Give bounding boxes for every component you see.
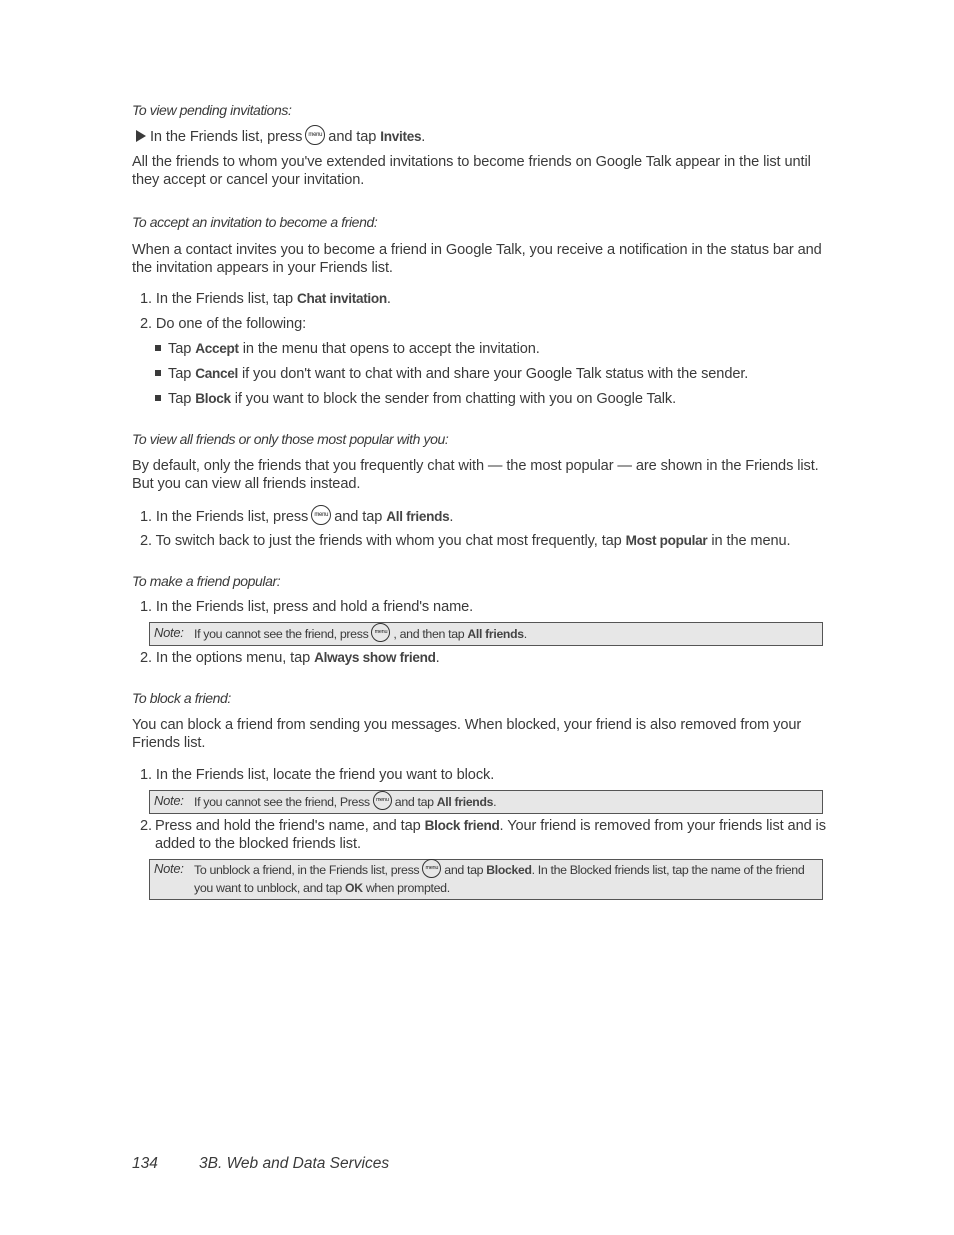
- step-tap-most-popular: 2. To switch back to just the friends with whom you chat most frequently, tap Most popular in the menu.: [140, 533, 791, 549]
- section-title: 3B. Web and Data Services: [199, 1155, 390, 1172]
- menu-key-icon: menu: [373, 791, 392, 810]
- note-label: Note:: [154, 861, 184, 876]
- step-tap-all-friends: 1. In the Friends list, press menu and tap All friends.: [140, 507, 453, 527]
- view-all-friends-description: By default, only the friends that you frequently chat with — the most popular — are shown in the Friends list. But you can view all friends instead.: [132, 458, 819, 492]
- bullet-square-icon: [155, 370, 161, 376]
- heading-view-all-friends: To view all friends or only those most popular with you:: [132, 431, 449, 447]
- step-press-hold-friend: 1. In the Friends list, press and hold a friend's name.: [140, 599, 474, 615]
- heading-view-pending-invitations: To view pending invitations:: [132, 102, 292, 118]
- page-number: 134: [132, 1155, 158, 1172]
- menu-key-icon: menu: [371, 623, 390, 642]
- bullet-cancel: Tap Cancel if you don't want to chat with and share your Google Talk status with the sender.: [155, 365, 748, 383]
- menu-key-icon: menu: [305, 125, 325, 145]
- menu-key-icon: menu: [422, 859, 441, 878]
- note-text: If you cannot see the friend, press menu , and then tap All friends.: [194, 625, 816, 644]
- heading-make-friend-popular: To make a friend popular:: [132, 573, 281, 589]
- note-label: Note:: [154, 793, 184, 808]
- bullet-accept: Tap Accept in the menu that opens to accept the invitation.: [155, 340, 540, 358]
- step-locate-friend: 1. In the Friends list, locate the friend you want to block.: [140, 767, 495, 783]
- note-text: To unblock a friend, in the Friends list, press menu and tap Blocked. In the Blocked friends list, tap the name of the friend you want to unblock, and tap OK when prompted.: [194, 861, 816, 897]
- step-do-one-of-following: 2. Do one of the following:: [140, 316, 307, 332]
- invites-label: Invites: [380, 128, 422, 144]
- step-tap-always-show-friend: 2. In the options menu, tap Always show friend.: [140, 650, 440, 666]
- step-block-friend-number: 2.: [140, 818, 152, 834]
- menu-key-icon: menu: [311, 505, 331, 525]
- note-box-block: [149, 790, 823, 814]
- pending-invitations-description: All the friends to whom you've extended invitations to become friends on Google Talk appear in the list until they accept or cancel your invitation.: [132, 154, 811, 188]
- heading-block-friend: To block a friend:: [132, 690, 231, 706]
- note-box-popular: [149, 622, 823, 646]
- block-friend-description: You can block a friend from sending you messages. When blocked, your friend is also removed from your Friends list.: [132, 717, 802, 751]
- note-text: If you cannot see the friend, Press menu and tap All friends.: [194, 793, 816, 812]
- note-box-unblock: [149, 859, 823, 900]
- step-tap-chat-invitation: 1. In the Friends list, tap Chat invitation.: [140, 291, 391, 307]
- accept-invitation-description: When a contact invites you to become a friend in Google Talk, you receive a notification in the status bar and the invitation appears in your Friends list.: [132, 242, 822, 276]
- bullet-square-icon: [155, 345, 161, 351]
- step-arrow-icon: [136, 130, 146, 142]
- note-label: Note:: [154, 625, 184, 640]
- step-view-invites: In the Friends list, press menu and tap Invites.: [136, 127, 425, 147]
- heading-accept-invitation: To accept an invitation to become a friend:: [132, 214, 378, 230]
- bullet-block: Tap Block if you want to block the sender from chatting with you on Google Talk.: [155, 390, 676, 408]
- bullet-square-icon: [155, 395, 161, 401]
- step-tap-block-friend: Press and hold the friend's name, and tap Block friend. Your friend is removed from your friends list and is added to the blocked friends list.: [155, 818, 826, 852]
